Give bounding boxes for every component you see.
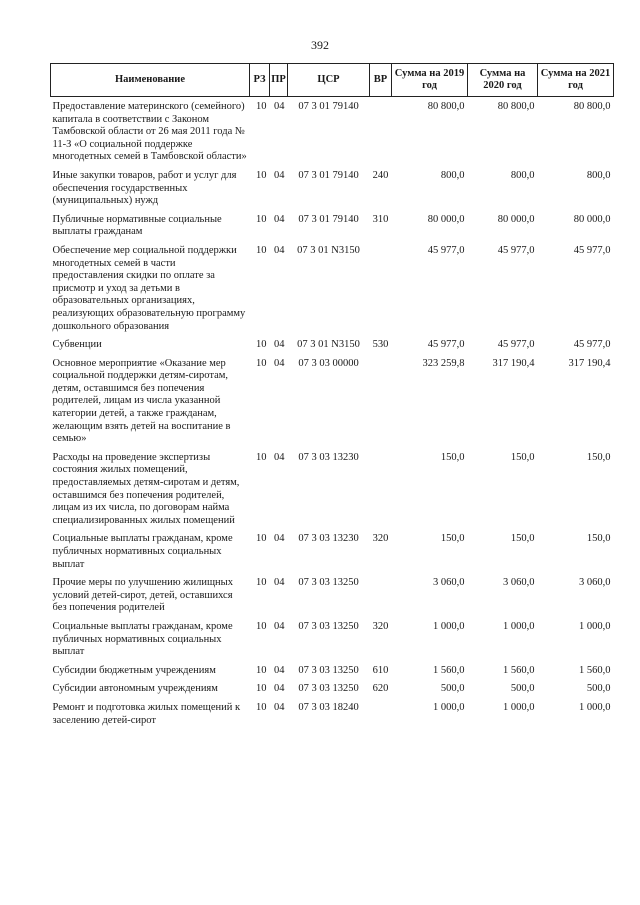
cell-sum-2021: 45 977,0 [573,339,611,351]
cell-name: Прочие меры по улучшению жилищных условий детей-сирот, детей, оставшихся без попечения родителей [52,577,233,614]
cell-sum-2019: 500,0 [440,683,465,695]
cell-sum-2020: 1 000,0 [503,701,535,713]
cell-name: Иные закупки товаров, работ и услуг для обеспечения государственных (муниципальных) нужд [52,169,237,207]
cell-sum-2019: 45 977,0 [427,244,465,256]
cell-csr: 07 3 03 18240 [298,701,359,713]
table-row [51,665,614,684]
cell-csr: 07 3 01 79140 [298,213,359,225]
table-row [51,702,614,733]
cell-sum-2019: 800,0 [440,169,465,181]
cell-csr: 07 3 01 79140 [298,101,359,112]
table-row [51,683,614,702]
cell-name: Субсидии автономным учреждениям [52,683,218,695]
cell-sum-2020: 1 560,0 [503,664,535,676]
cell-csr: 07 3 03 13250 [298,683,359,695]
table-row [51,452,614,534]
header-name: Наименование [51,64,250,97]
cell-vr [370,97,392,170]
cell-rz: 10 [256,357,267,369]
cell-name: Субвенции [52,339,102,351]
cell-sum-2020: 80 000,0 [497,213,535,225]
header-sum-2019: Сумма на 2019 год [392,64,468,97]
cell-rz: 10 [256,451,267,463]
cell-csr: 07 3 01 N3150 [297,244,360,256]
cell-vr: 530 [372,339,389,351]
header-csr: ЦСР [288,64,370,97]
cell-sum-2020: 45 977,0 [497,244,535,256]
cell-pr: 04 [274,101,285,112]
cell-sum-2019: 1 560,0 [433,664,465,676]
cell-sum-2021: 317 190,4 [568,357,611,369]
header-sum-2021: Сумма на 2021 год [538,64,614,97]
cell-rz: 10 [256,339,267,351]
cell-pr: 04 [274,339,285,351]
cell-rz: 10 [256,683,267,695]
cell-vr [370,702,392,733]
cell-pr: 04 [274,620,285,632]
cell-rz: 10 [256,577,267,589]
cell-pr: 04 [274,357,285,369]
cell-sum-2021: 500,0 [586,683,611,695]
table-row [51,214,614,245]
cell-sum-2020: 800,0 [510,169,535,181]
cell-pr: 04 [274,701,285,713]
cell-sum-2021: 45 977,0 [573,244,611,256]
table-row [51,97,614,170]
cell-rz: 10 [256,620,267,632]
cell-rz: 10 [256,533,267,545]
cell-sum-2020: 150,0 [510,533,535,545]
table-body [51,97,614,734]
table-row [51,245,614,339]
table-row [51,358,614,452]
cell-sum-2020: 3 060,0 [503,577,535,589]
table-row [51,533,614,577]
cell-pr: 04 [274,664,285,676]
cell-name: Ремонт и подготовка жилых помещений к заселению детей-сирот [52,701,241,726]
table-row [51,577,614,621]
cell-sum-2020: 500,0 [510,683,535,695]
cell-pr: 04 [274,577,285,589]
table-row [51,170,614,214]
cell-sum-2019: 323 259,8 [422,357,465,369]
header-sum-2020: Сумма на 2020 год [468,64,538,97]
cell-csr: 07 3 03 00000 [298,357,359,369]
cell-name: Социальные выплаты гражданам, кроме публичных нормативных социальных выплат [52,533,233,570]
cell-rz: 10 [256,213,267,225]
cell-sum-2020: 1 000,0 [503,620,535,632]
cell-sum-2021: 150,0 [586,533,611,545]
cell-csr: 07 3 01 N3150 [297,339,360,351]
cell-sum-2020: 45 977,0 [497,339,535,351]
header-rz: РЗ [250,64,270,97]
cell-name: Расходы на проведение экспертизы состояния жилых помещений, предоставляемых детям-сиротам и детям, оставшимся без попечения родителей, лицам из их числа, по договорам найма специализированных жилых помещений [52,451,240,526]
cell-pr: 04 [274,683,285,695]
cell-name: Обеспечение мер социальной поддержки многодетных семей в части предоставления скидки по оплате за присмотр и уход за детьми в образовательных организациях, реализующих образовательную программу дошкольного образования [52,244,246,332]
cell-rz: 10 [256,664,267,676]
cell-sum-2021: 1 560,0 [579,664,611,676]
cell-vr [370,452,392,534]
cell-sum-2019: 150,0 [440,533,465,545]
cell-rz: 10 [256,701,267,713]
cell-sum-2021: 80 800,0 [573,101,611,112]
cell-vr: 320 [372,533,389,545]
cell-sum-2021: 1 000,0 [579,620,611,632]
cell-sum-2019: 80 000,0 [427,213,465,225]
cell-name: Субсидии бюджетным учреждениям [52,664,216,676]
page-number: 392 [311,38,329,52]
table-header-row [51,64,614,97]
cell-vr [370,358,392,452]
cell-vr: 310 [372,213,389,225]
cell-sum-2021: 3 060,0 [579,577,611,589]
header-vr: ВР [370,64,392,97]
cell-csr: 07 3 03 13250 [298,577,359,589]
cell-csr: 07 3 03 13250 [298,664,359,676]
cell-name: Социальные выплаты гражданам, кроме публичных нормативных социальных выплат [52,620,233,658]
cell-pr: 04 [274,169,285,181]
cell-name: Основное мероприятие «Оказание мер социальной поддержки детям-сиротам, детям, оставшимся без попечения родителей, лицам из числа указанной категории детей, а также гражданам, желающим взять детей на воспитание в семью» [52,357,231,445]
table-row [51,621,614,665]
budget-table [50,63,614,733]
cell-sum-2020: 317 190,4 [492,357,535,369]
header-pr: ПР [270,64,288,97]
cell-pr: 04 [274,451,285,463]
cell-rz: 10 [256,101,267,112]
cell-rz: 10 [256,169,267,181]
cell-vr [370,245,392,339]
cell-pr: 04 [274,533,285,545]
cell-csr: 07 3 01 79140 [298,169,359,181]
cell-sum-2021: 80 000,0 [573,213,611,225]
cell-vr: 620 [372,683,389,695]
cell-name: Предоставление материнского (семейного) капитала в соответствии с Законом Тамбовской области от 26 мая 2011 года № 11-З «О социальной поддержке многодетных семей в Тамбовской области» [52,101,247,163]
cell-sum-2019: 1 000,0 [433,701,465,713]
cell-sum-2020: 150,0 [510,451,535,463]
cell-sum-2021: 150,0 [586,451,611,463]
cell-sum-2019: 3 060,0 [433,577,465,589]
cell-rz: 10 [256,244,267,256]
cell-sum-2021: 800,0 [586,169,611,181]
cell-pr: 04 [274,244,285,256]
cell-csr: 07 3 03 13250 [298,620,359,632]
cell-vr: 240 [372,169,389,181]
cell-name: Публичные нормативные социальные выплаты гражданам [52,213,222,238]
table-row [51,339,614,358]
cell-pr: 04 [274,213,285,225]
cell-sum-2019: 80 800,0 [427,101,465,112]
cell-csr: 07 3 03 13230 [298,533,359,545]
cell-vr: 610 [372,664,389,676]
cell-sum-2019: 150,0 [440,451,465,463]
cell-sum-2021: 1 000,0 [579,701,611,713]
cell-vr: 320 [372,620,389,632]
cell-sum-2019: 1 000,0 [433,620,465,632]
cell-vr [370,577,392,621]
cell-sum-2020: 80 800,0 [497,101,535,112]
cell-sum-2019: 45 977,0 [427,339,465,351]
cell-csr: 07 3 03 13230 [298,451,359,463]
